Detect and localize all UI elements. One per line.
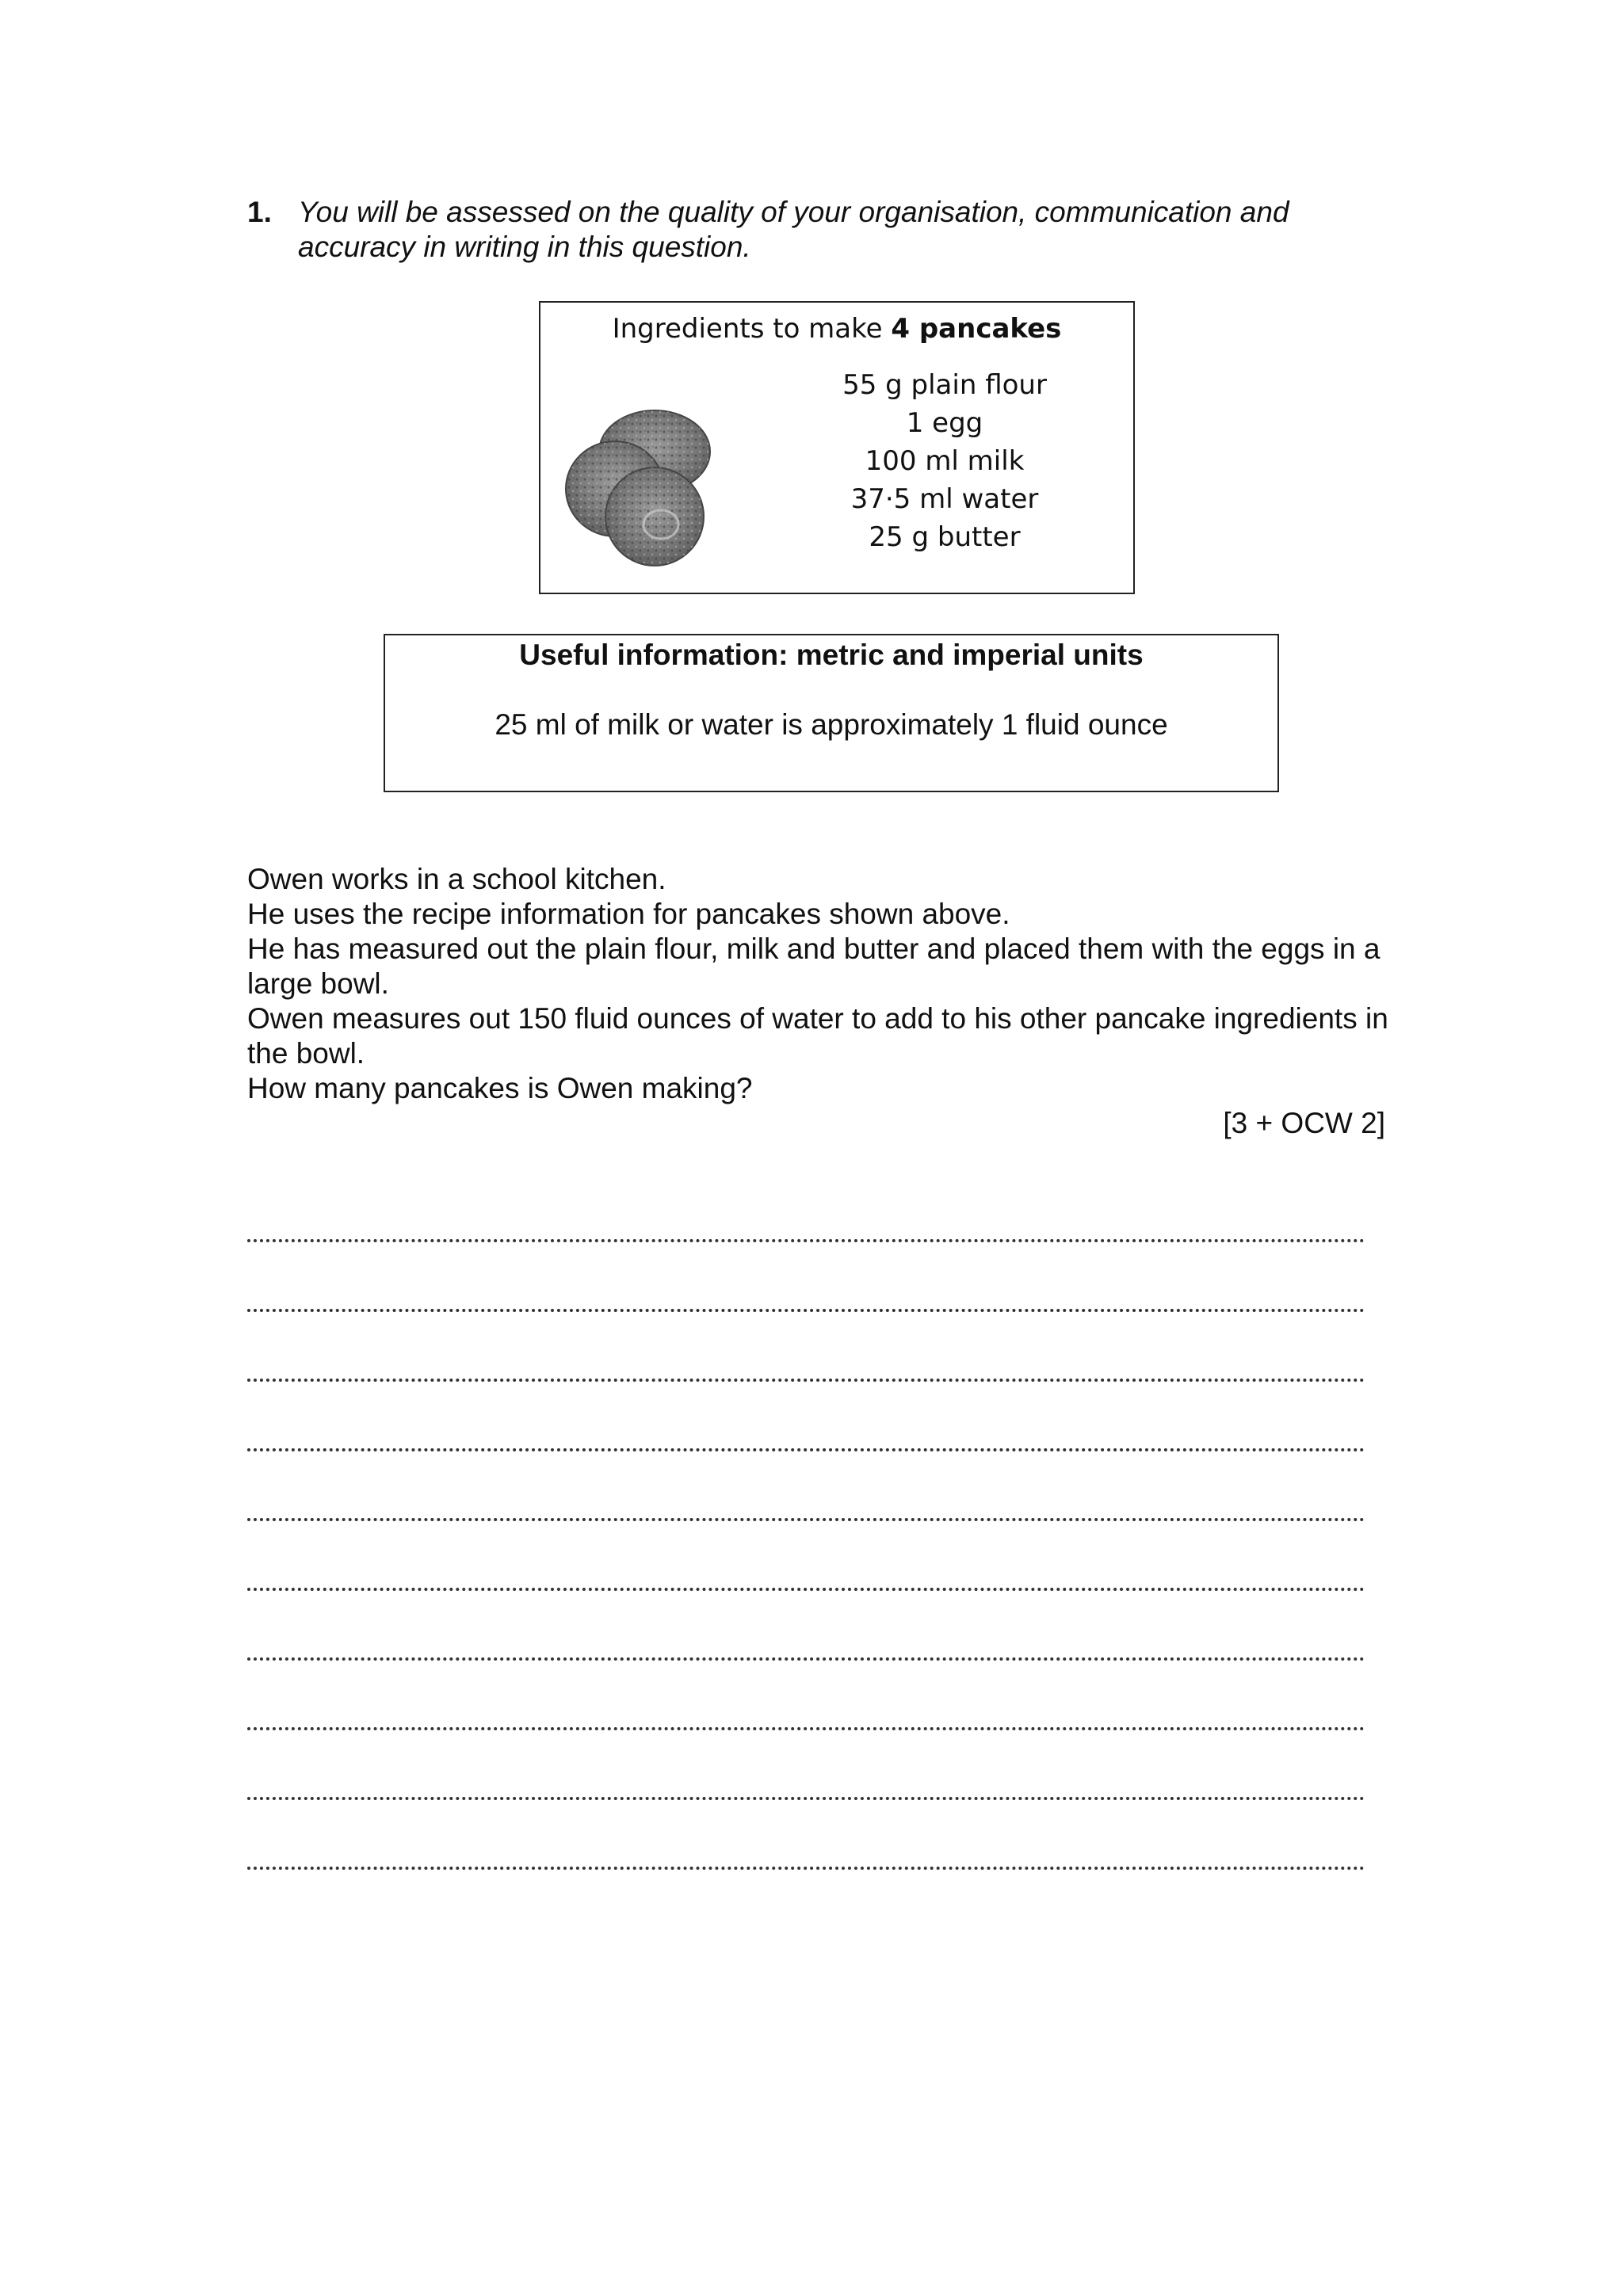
useful-information-title: Useful information: metric and imperial units [519,639,1144,671]
ingredients-list [802,366,1087,556]
question-instruction: You will be assessed on the quality of your organisation, communication and accuracy in writing in this question. [298,196,1289,263]
ingredient-item: 37·5 ml water [850,483,1039,515]
marks-allocation: [3 + OCW 2] [1223,1107,1385,1139]
recipe-box [539,301,1135,594]
body-line: He uses the recipe information for pancakes shown above. [247,898,1010,930]
ingredient-item: 100 ml milk [865,445,1025,477]
ingredient-item: 55 g plain flour [842,369,1047,401]
recipe-title-quantity: 4 pancakes [891,313,1062,345]
answer-line[interactable] [247,1661,1365,1730]
body-line: Owen measures out 150 fluid ounces of water to add to his other pancake ingredients in the bowl. [247,1002,1388,1070]
useful-information-text: 25 ml of milk or water is approximately 1 fluid ounce [495,708,1168,741]
answer-line[interactable] [247,1521,1365,1591]
answer-line[interactable] [247,1591,1365,1661]
ingredient-item: 1 egg [906,407,983,439]
pancakes-image [559,406,726,572]
answer-line[interactable] [247,1312,1365,1382]
question-body [247,862,1388,1106]
body-line: How many pancakes is Owen making? [247,1072,753,1104]
answer-line[interactable] [247,1800,1365,1870]
answer-line[interactable] [247,1242,1365,1312]
ingredient-item: 25 g butter [869,521,1021,553]
answer-line[interactable] [247,1382,1365,1451]
question-number: 1. [247,196,272,228]
recipe-title-prefix: Ingredients to make [612,313,892,345]
answer-area [247,1173,1365,1870]
recipe-title [540,309,1133,349]
body-line: He has measured out the plain flour, milk and butter and placed them with the eggs in a large bowl. [247,933,1381,1000]
answer-line[interactable] [247,1451,1365,1521]
answer-line[interactable] [247,1173,1365,1242]
useful-information-box [384,634,1279,792]
answer-line[interactable] [247,1730,1365,1800]
body-line: Owen works in a school kitchen. [247,863,666,895]
